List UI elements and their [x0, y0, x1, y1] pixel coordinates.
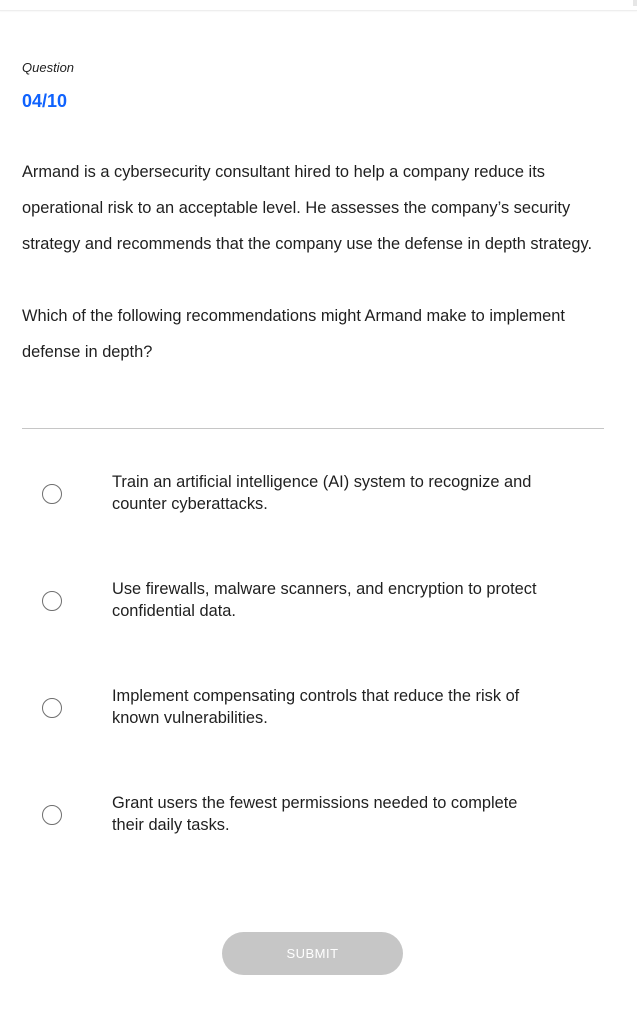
- top-bar-accent: [633, 0, 637, 6]
- answer-option-text-1: Train an artificial intelligence (AI) system to recognize and counter cyberattacks.: [112, 473, 532, 513]
- divider: [22, 428, 604, 429]
- question-counter: 04/10: [22, 91, 68, 111]
- question-label: Question: [22, 60, 75, 75]
- answer-option-4[interactable]: [0, 786, 637, 846]
- question-prompt: [22, 154, 602, 370]
- prompt-question: Which of the following recommendations might Armand make to implement defense in depth?: [22, 307, 565, 361]
- radio-button-4[interactable]: [42, 805, 62, 825]
- prompt-scenario: Armand is a cybersecurity consultant hired to help a company reduce its operational risk to an acceptable level. He assesses the company’s security strategy and recommends that the company use the defense in depth strategy.: [22, 163, 593, 253]
- answer-option-text-3: Implement compensating controls that reduce the risk of known vulnerabilities.: [112, 687, 520, 727]
- radio-button-2[interactable]: [42, 591, 62, 611]
- top-bar: [0, 0, 637, 11]
- answer-option-2[interactable]: [0, 572, 637, 632]
- radio-button-1[interactable]: [42, 484, 62, 504]
- answer-option-1[interactable]: [0, 465, 637, 525]
- answer-option-text-2: Use firewalls, malware scanners, and encryption to protect confidential data.: [112, 580, 537, 620]
- answer-option-text-4: Grant users the fewest permissions needed to complete their daily tasks.: [112, 794, 518, 834]
- submit-button[interactable]: SUBMIT: [222, 932, 403, 975]
- radio-button-3[interactable]: [42, 698, 62, 718]
- answer-option-3[interactable]: [0, 679, 637, 739]
